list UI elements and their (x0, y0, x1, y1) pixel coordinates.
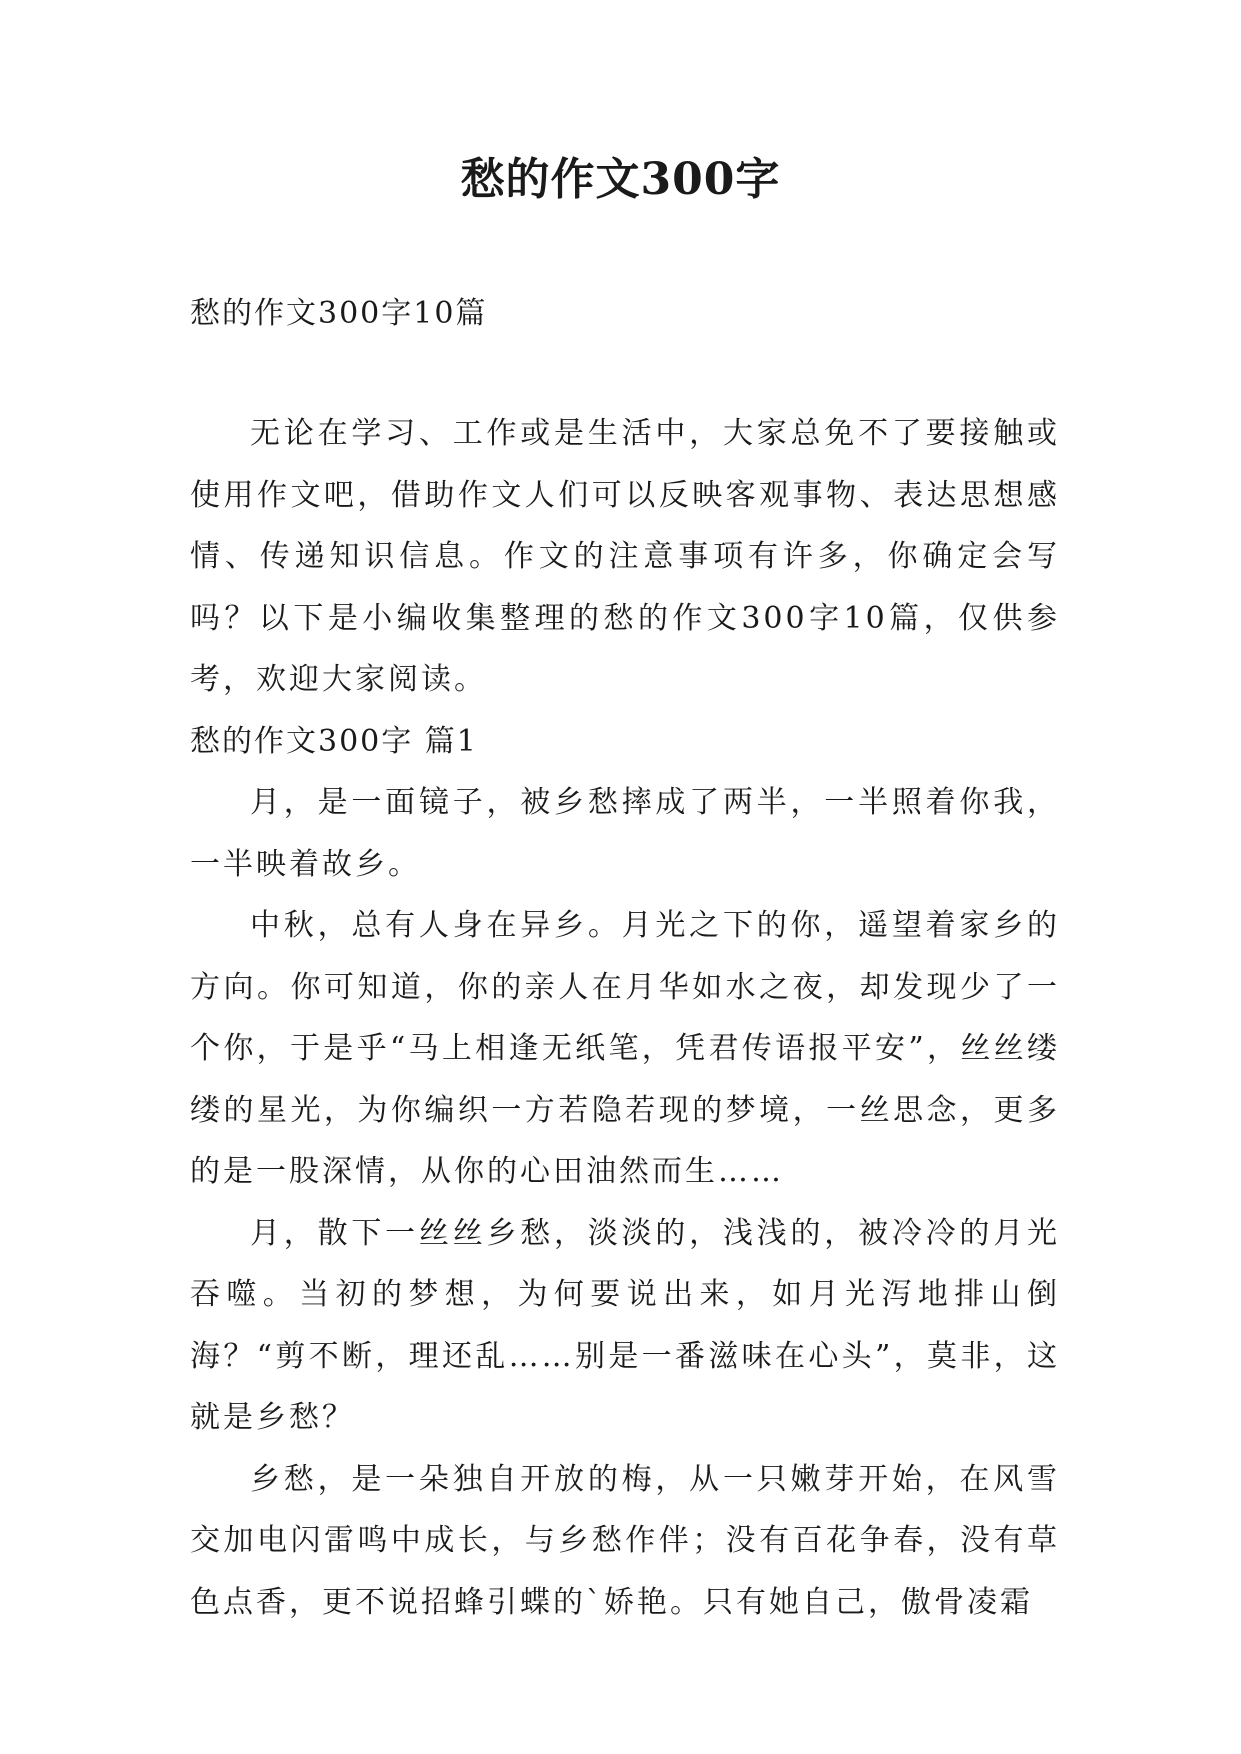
body-paragraph: 月，是一面镜子，被乡愁摔成了两半，一半照着你我，一半映着故乡。 (190, 785, 1060, 882)
document-subtitle: 愁的作文300字10篇 (190, 296, 488, 331)
body-paragraph: 月，散下一丝丝乡愁，淡淡的，浅浅的，被冷冷的月光吞噬。当初的梦想，为何要说出来，如月光泻地排山倒海？“剪不断，理还乱……别是一番滋味在心头”，莫非，这就是乡愁？ (190, 1215, 1060, 1435)
document-title: 愁的作文300字 (460, 154, 781, 205)
body-paragraph: 乡愁，是一朵独自开放的梅，从一只嫩芽开始，在风雪交加电闪雷鸣中成长，与乡愁作伴；没有百花争春，没有草色点香，更不说招蜂引蝶的`娇艳。只有她自己，傲骨凌霜 (190, 1461, 1060, 1620)
section-heading: 愁的作文300字 篇1 (190, 723, 478, 759)
body-paragraph: 中秋，总有人身在异乡。月光之下的你，遥望着家乡的方向。你可知道，你的亲人在月华如水之夜，却发现少了一个你，于是乎“马上相逢无纸笔，凭君传语报平安”，丝丝缕缕的星光，为你编织一方若隐若现的梦境，一丝思念，更多的是一股深情，从你的心田油然而生…… (190, 908, 1060, 1189)
intro-paragraph: 无论在学习、工作或是生活中，大家总免不了要接触或使用作文吧，借助作文人们可以反映客观事物、表达思想感情、传递知识信息。作文的注意事项有许多，你确定会写吗？以下是小编收集整理的愁的作文300字10篇，仅供参考，欢迎大家阅读。 (190, 416, 1060, 697)
document-body (190, 403, 1060, 1633)
